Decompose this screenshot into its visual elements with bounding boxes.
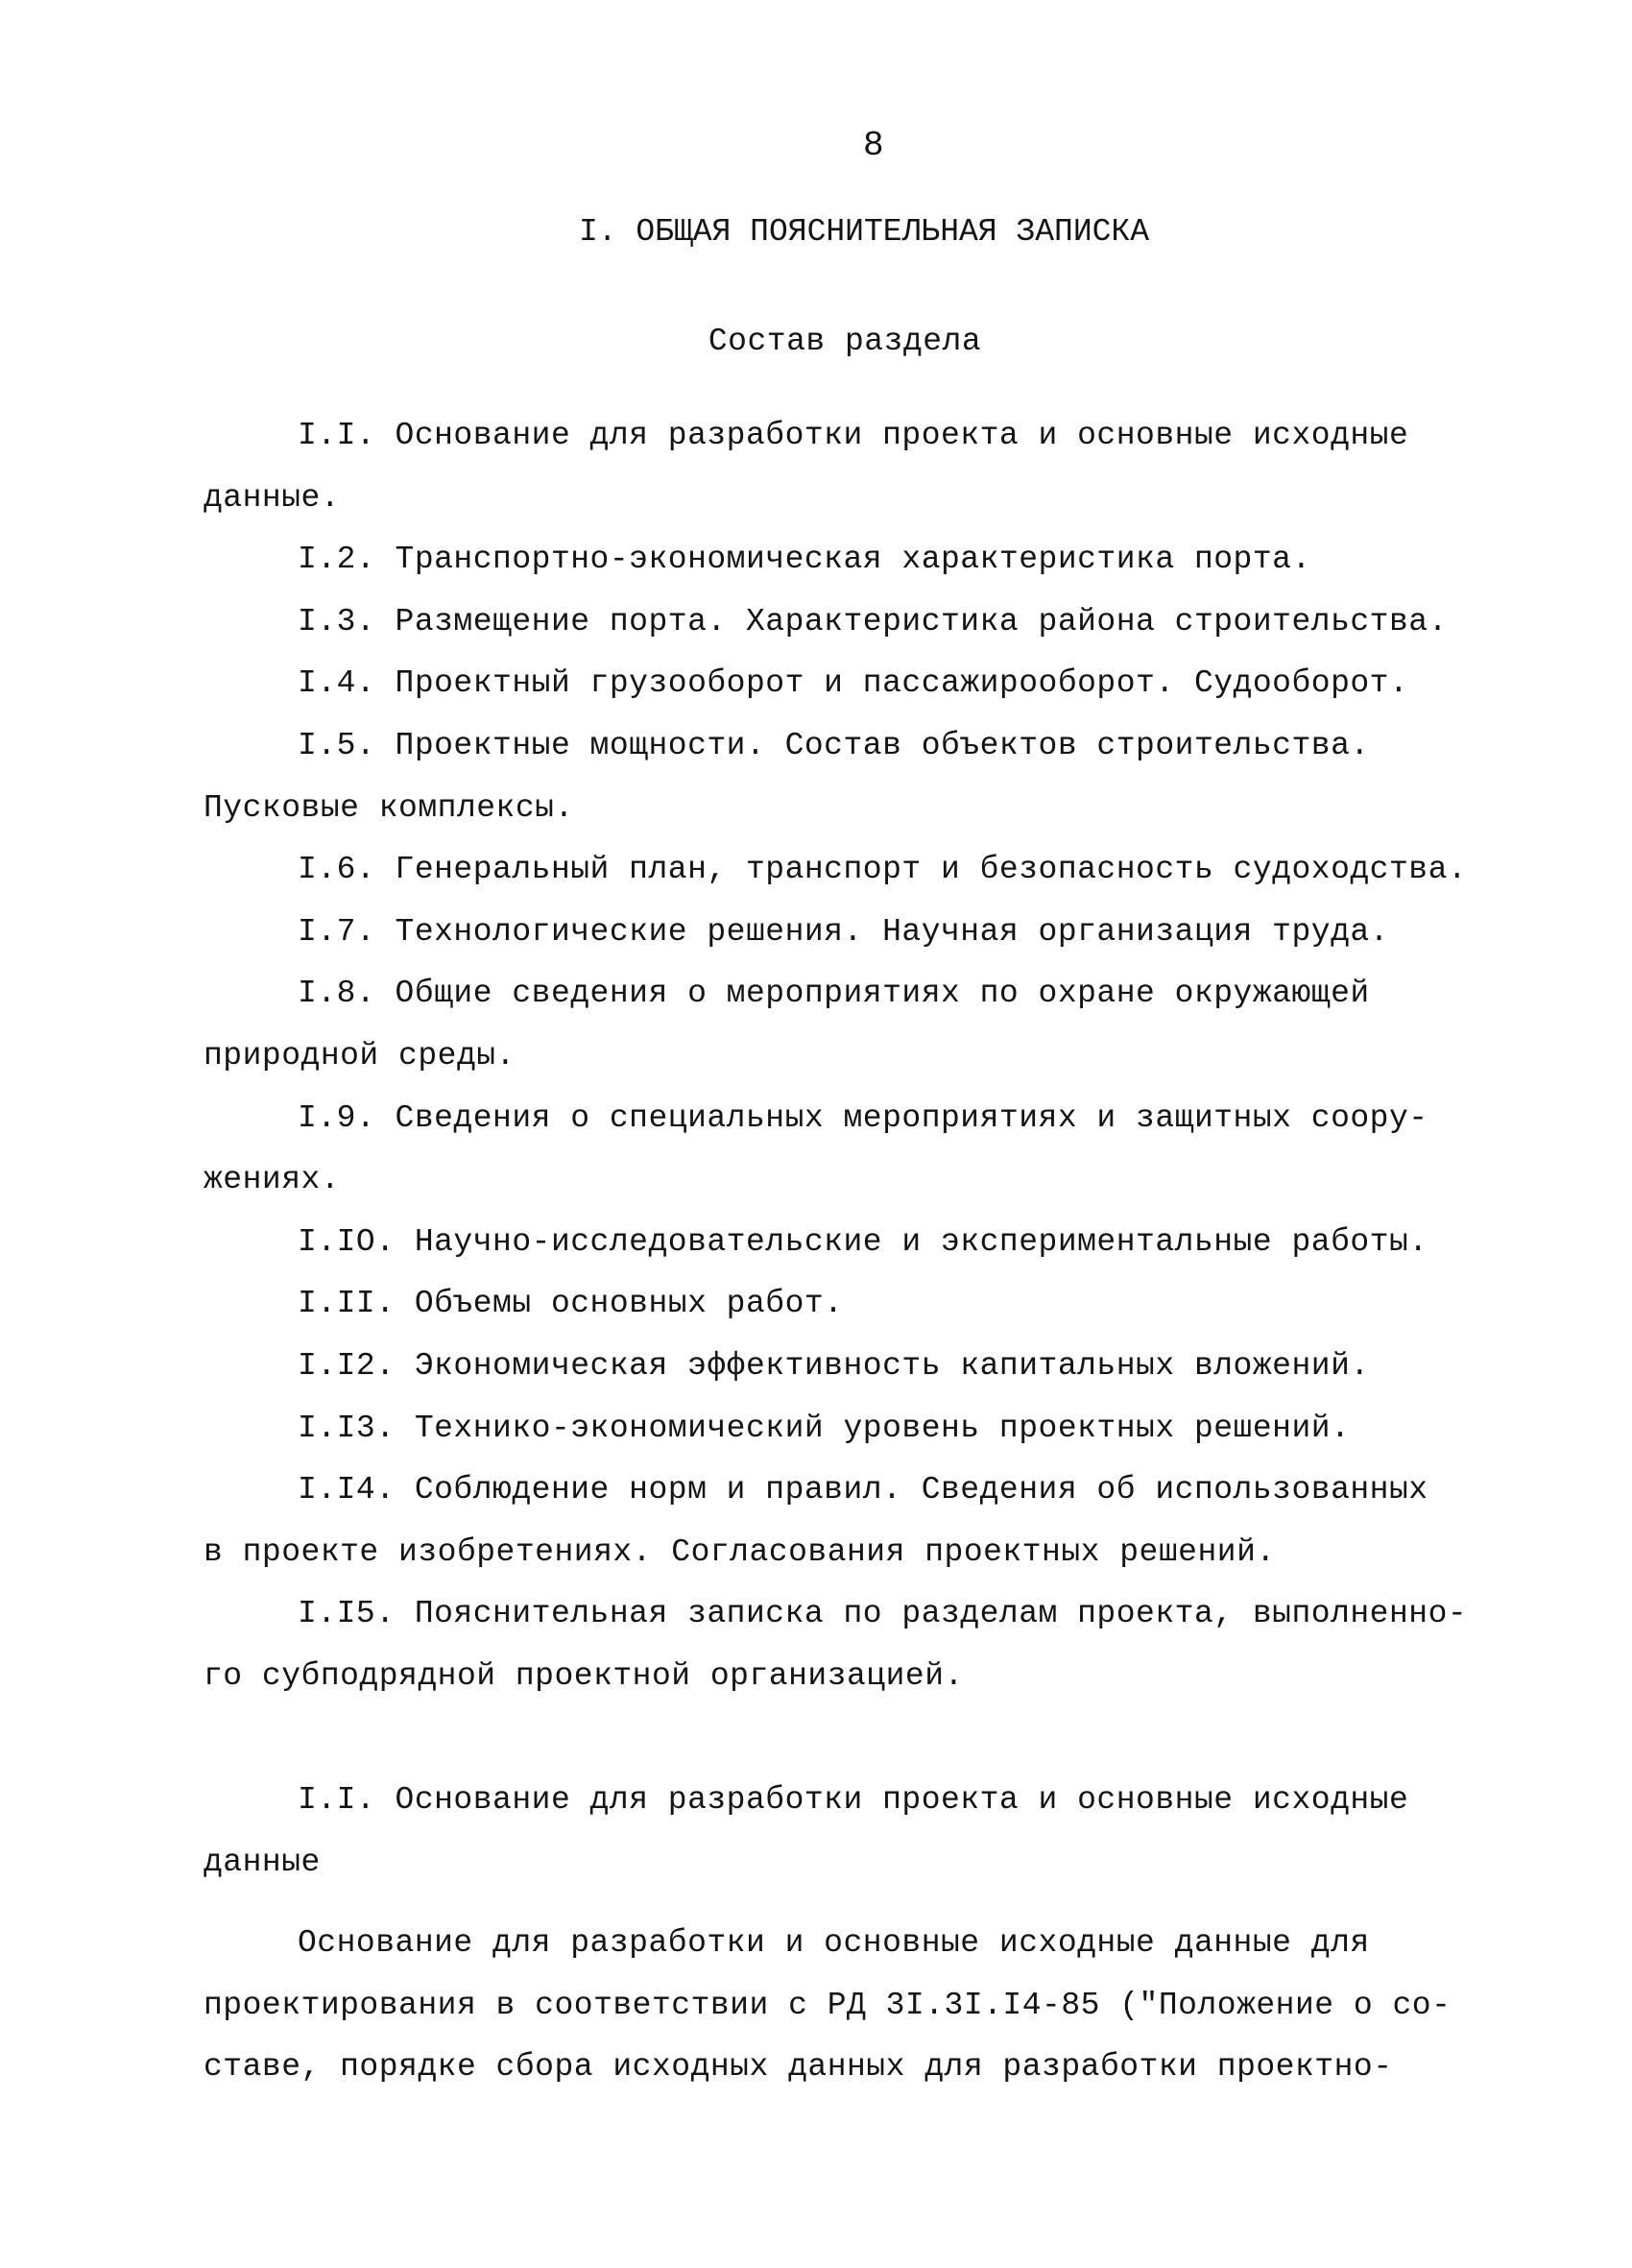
contents-line: I.I. Основание для разработки проекта и основные исходные xyxy=(298,418,1409,453)
contents-line: I.IO. Научно-исследовательские и экспериментальные работы. xyxy=(298,1224,1428,1260)
body-text-line: ставе, порядке сбора исходных данных для разработки проектно- xyxy=(204,2049,1393,2085)
body-text-line: Основание для разработки и основные исходные данные для xyxy=(298,1925,1370,1961)
contents-line: данные. xyxy=(204,480,341,516)
contents-line: I.8. Общие сведения о мероприятиях по охране окружающей xyxy=(298,976,1370,1011)
contents-line: I.I5. Пояснительная записка по разделам проекта, выполненно- xyxy=(298,1596,1468,1631)
contents-line: I.4. Проектный грузооборот и пассажирооборот. Судооборот. xyxy=(298,665,1409,701)
subsection-heading-line: I.I. Основание для разработки проекта и основные исходные xyxy=(298,1782,1409,1818)
contents-line: I.5. Проектные мощности. Состав объектов строительства. xyxy=(298,728,1370,763)
page-number: 8 xyxy=(862,126,885,165)
contents-heading: Состав раздела xyxy=(708,324,982,359)
section-title: I. ОБЩАЯ ПОЯСНИТЕЛЬНАЯ ЗАПИСКА xyxy=(578,214,1150,250)
contents-line: го субподрядной проектной организацией. xyxy=(204,1658,964,1694)
contents-line: I.I2. Экономическая эффективность капитальных вложений. xyxy=(298,1348,1370,1384)
contents-line: жениях. xyxy=(204,1162,341,1197)
contents-line: I.3. Размещение порта. Характеристика района строительства. xyxy=(298,604,1448,639)
contents-line: I.I4. Соблюдение норм и правил. Сведения об использованных xyxy=(298,1472,1428,1508)
contents-line: I.7. Технологические решения. Научная организация труда. xyxy=(298,914,1389,950)
contents-line: Пусковые комплексы. xyxy=(204,790,574,826)
contents-line: I.2. Транспортно-экономическая характеристика порта. xyxy=(298,542,1311,577)
contents-line: I.9. Сведения о специальных мероприятиях и защитных соору- xyxy=(298,1100,1428,1136)
contents-line: I.I3. Технико-экономический уровень проектных решений. xyxy=(298,1411,1351,1446)
contents-line: I.6. Генеральный план, транспорт и безопасность судоходства. xyxy=(298,852,1468,887)
contents-line: I.II. Объемы основных работ. xyxy=(298,1286,844,1321)
contents-line: природной среды. xyxy=(204,1038,516,1074)
body-text-line: проектирования в соответствии с РД 3I.3I.I4-85 ("Положение о со- xyxy=(204,1988,1452,2023)
subsection-heading-line: данные xyxy=(204,1845,321,1880)
contents-line: в проекте изобретениях. Согласования проектных решений. xyxy=(204,1534,1276,1570)
